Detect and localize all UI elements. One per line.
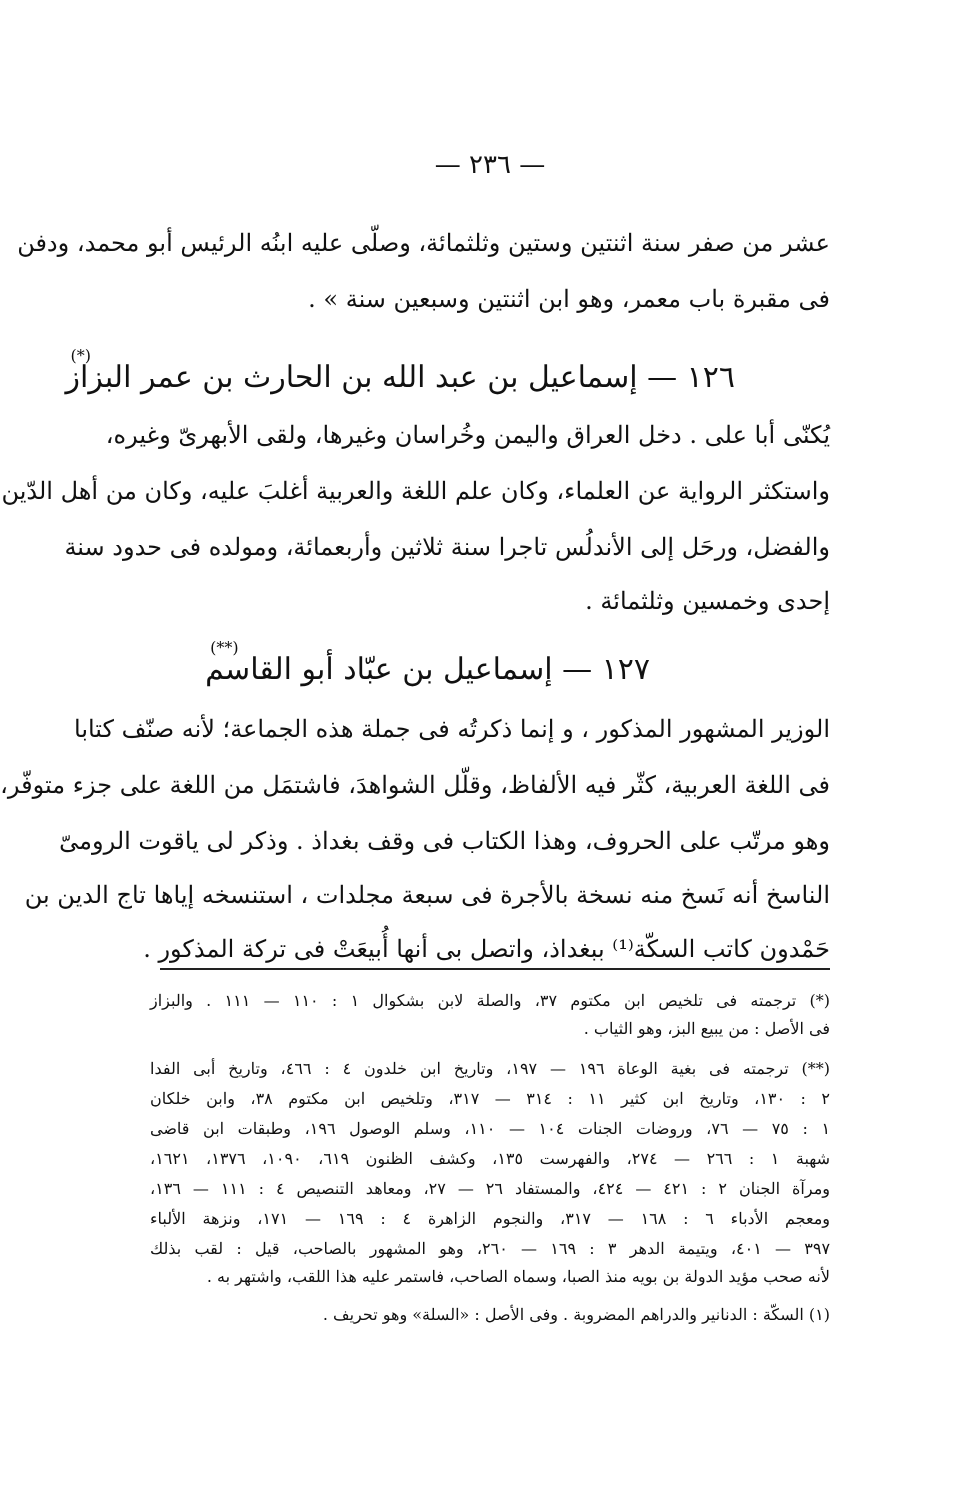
page-number: — ٢٣٦ — (434, 150, 546, 180)
footnote-mark: (**) (210, 638, 239, 657)
body-line: وهو مرتّب على الحروف، وهذا الكتاب فى وقف بغداذ . وذكر لى ياقوت الرومىّ (59, 827, 830, 855)
body-line: عشر من صفر سنة اثنتين وستين وثلثمائة، وصلّى عليه ابنُه الرئيس أبو محمد، ودفن (17, 229, 830, 257)
body-line: واستكثر الرواية عن العلماء، وكان علم اللغة والعربية أغلبَ عليه، وكان من أهل الدّين (1, 477, 830, 505)
body-line: فى اللغة العربية، كثّر فيه الألفاظ، وقلّل الشواهدَ، فاشتمَل من اللغة على جزء متوفّر، (0, 771, 830, 799)
footnote-mark: (*) (70, 346, 91, 365)
footnote-line: (**) ترجمته فى بغية الوعاة ١٩٦ — ١٩٧، وتاريخ ابن خلدون ٤ : ٤٦٦، وتاريخ أبى الفدا (150, 1059, 831, 1078)
footnote-line: ٣٩٧ — ٤٠١، ويتيمة الدهر ٣ : ١٦٩ — ٢٦٠، وهو المشهور بالصاحب، قيل : لقب بذلك (150, 1239, 831, 1258)
footnote-line: ومعجم الأدباء ٦ : ١٦٨ — ٣١٧، والنجوم الزاهرة ٤ : ١٦٩ — ١٧١، ونزهة الألباء (150, 1209, 830, 1228)
entry-heading-text: ١٢٧ — إسماعيل بن عبّاد أبو القاسم (205, 652, 650, 687)
entry-heading (205, 638, 650, 688)
footnote-line: (١) السكّة : الدنانير والدراهم المضروبة . وفى الأصل : «السلة» وهو تحريف . (322, 1305, 830, 1324)
footnote-line: (*) ترجمته فى تلخيص ابن مكتوم ٣٧، والصلة لابن بشكوال ١ : ١١٠ — ١١١ . والبزاز (150, 991, 830, 1010)
footnote-line: فى الأصل : من يبيع البز، وهو الثياب . (583, 1019, 830, 1038)
footnote-line: ١ : ٧٥ — ٧٦، وروضات الجنات ١٠٤ — ١١٠، وسلم الوصول ١٩٦، وطبقات ابن قاضى (150, 1119, 831, 1138)
footnote-line: ٢ : ١٣٠، وتاريخ ابن كثير ١١ : ٣١٤ — ٣١٧، وتلخيص ابن مكتوم ٣٨، وابن خلكان (150, 1089, 831, 1108)
footnote-line: شهبة ١ : ٢٦٦ — ٢٧٤، والفهرست ١٣٥، وكشف الظنون ٦١٩، ١٠٩٠، ١٣٧٦، ١٦٢١، (150, 1149, 831, 1168)
body-line: حَمْدون كاتب السكّة⁽¹⁾ ببغداذ، واتصل بى أنها أُبيعَتْ فى تركة المذكور . (143, 935, 830, 963)
footnote-line: لأنه صحب مؤيد الدولة بن بويه منذ الصبا، وسماه الصاحب، فاستمر عليه هذا اللقب، واشتهر به . (206, 1267, 830, 1286)
body-line: الوزير المشهور المذكور ، و إنما ذكرتُه فى جملة هذه الجماعة؛ لأنه صنّف كتابا (74, 715, 830, 743)
body-line: فى مقبرة باب معمر، وهو ابن اثنتين وسبعين سنة » . (308, 285, 830, 313)
entry-heading-text: ١٢٦ — إسماعيل بن عبد الله بن الحارث بن عمر البزاز (65, 360, 735, 395)
footnote-line: ومرآة الجنان ٢ : ٤٢١ — ٤٢٤، والمستفاد ٢٦ — ٢٧، ومعاهد التنصيص ٤ : ١١١ — ١٣٦، (150, 1179, 830, 1198)
entry-heading (65, 346, 736, 396)
footnote-separator (160, 968, 830, 970)
body-line: إحدى وخمسين وثلثمائة . (585, 587, 830, 615)
body-line: يُكنّى أبا على . دخل العراق واليمن وخُراسان وغيرها، ولقى الأبهرىّ وغيره، (105, 421, 830, 449)
body-line: والفضل، ورحَل إلى الأندلُس تاجرا سنة ثلاثين وأربعمائة، ومولده فى حدود سنة (64, 533, 830, 561)
body-line: الناسخ أنه نَسخ منه نسخة بالأجرة فى سبعة مجلدات ، استنسخه إياها تاج الدين بن (24, 881, 830, 909)
